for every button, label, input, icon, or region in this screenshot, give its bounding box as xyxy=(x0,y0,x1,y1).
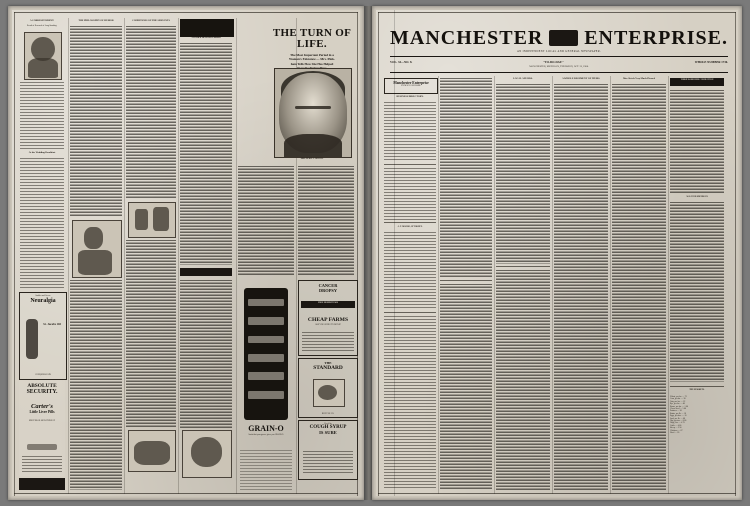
market-row: Lard, per lb. .... 08 xyxy=(670,417,685,420)
market-row: Clover seed .... 5 00 xyxy=(670,408,686,411)
masthead-place-date: MANCHESTER, MICHIGAN, THURSDAY, OCT. 25, 1900. xyxy=(529,65,589,68)
grain-o-package-illustration xyxy=(244,288,288,420)
left-col1-item-head: At the Wedding Breakfast xyxy=(28,151,56,154)
left-col1-head: A CORRESPONDENT. xyxy=(29,19,55,22)
masthead-vol: VOL. 34—NO. 8. xyxy=(390,60,413,64)
markets-head: THE MARKETS. xyxy=(689,389,705,391)
cough-syrup-ad[interactable] xyxy=(298,420,358,480)
masthead-tagline: AN INDEPENDENT LOCAL AND GENERAL NEWSPAPER. xyxy=(516,50,601,53)
left-page-sheet xyxy=(8,6,364,500)
feature-headline-block xyxy=(262,28,360,71)
neuralgia-ad-tagline: CONQUERS PAIN xyxy=(35,373,51,376)
market-row: Sheep .... 3 50 xyxy=(670,427,682,430)
market-row: Beans, per bu. .... 1 60 xyxy=(670,405,688,408)
market-row: Wool .... 20 xyxy=(670,432,680,435)
cancer-headline: CANCER xyxy=(318,283,338,288)
carters-ad[interactable] xyxy=(19,380,65,476)
masthead-slogan: "TO-DO-DAY." xyxy=(543,60,564,64)
masthead-volume-bar xyxy=(390,60,728,64)
neuralgia-ad-line1: Sudden and Severe xyxy=(35,295,51,297)
neuralgia-ad-title: Neuralgia xyxy=(30,298,56,305)
business-directory-head: BUSINESS DIRECTORY. xyxy=(396,95,424,98)
all-over-michigan-head: ALL OVER MICHIGAN xyxy=(686,196,708,198)
markets-table xyxy=(670,396,724,435)
carters-ad-product: Little Liver Pills xyxy=(29,410,55,414)
right-page-sheet xyxy=(372,6,742,500)
dropsy-headline: DROPSY xyxy=(318,288,338,293)
market-row: Chickens .... 07 xyxy=(670,429,683,432)
cheap-farms-sub: ARE YOU GOING TO MOVE? xyxy=(314,324,342,326)
masthead xyxy=(390,28,728,53)
free-homesteads-label: FREE HOMESTEADS xyxy=(318,302,338,304)
portrait-cut-man xyxy=(24,32,62,80)
market-row: Oats, per bu. .... 22 xyxy=(670,400,686,403)
standard-ad-company: BICYCLE CO. xyxy=(321,412,335,415)
col4-black-band xyxy=(180,268,232,276)
left-col4-caption: A TENDER HEARTED FARMER xyxy=(191,37,221,39)
cough-syrup-title: COUGH SYRUP xyxy=(309,425,347,431)
feature-deck: The Most Important Period in a Woman's Existence — Mrs. Pink- ham Tells How She Has Helped xyxy=(289,53,335,66)
patent-medicine-logo xyxy=(180,19,234,37)
carters-ad-brand: Carter's xyxy=(31,403,53,410)
hand-illustration-cut xyxy=(182,430,232,478)
mrs-ketch-head: Mrs. Ketch Very Much Pleased xyxy=(623,77,655,80)
neuralgia-ad[interactable] xyxy=(19,292,67,380)
standard-ad[interactable] xyxy=(298,358,358,418)
standard-ad-title: STANDARD xyxy=(313,365,343,371)
nameplate-sub: BY MAT. E. BLOSSER. xyxy=(401,85,421,87)
carters-ad-line1: ABSOLUTE xyxy=(27,383,57,389)
masthead-ornament xyxy=(549,30,578,46)
rural-scene-cut xyxy=(128,430,176,472)
market-row: Corn, per bu. .... 38 xyxy=(670,398,686,401)
cheap-farms-ad[interactable] xyxy=(298,280,358,356)
carters-ad-line2: SECURITY. xyxy=(26,389,58,395)
carters-ad-footer xyxy=(19,478,65,490)
feature-portrait-caption: MRS. MARY A. HOUGH. xyxy=(300,158,324,160)
masthead-title-left: MANCHESTER xyxy=(390,27,544,49)
market-row: Cattle .... 4 00 xyxy=(670,424,682,427)
feature-portrait xyxy=(274,68,352,158)
grain-o-tagline: Insist that your grocer gives you GRAIN-O xyxy=(248,434,284,436)
third-ward-banner-label: THIRD WARD DEM CONNECTION xyxy=(680,79,714,81)
left-col1-subhead: Result of Research of Long Standing. xyxy=(26,25,58,27)
carters-ad-signature-note: MUST BEAR SIGNATURE OF xyxy=(28,420,56,422)
market-row: Butter, per lb. .... 18 xyxy=(670,412,687,415)
masthead-title-right: ENTERPRISE. xyxy=(584,27,728,49)
left-col3-head: CONDITIONS OF THE SERVANTS xyxy=(132,19,170,22)
regiment-items-head: A WHOLE REGIMENT OF ITEMS. xyxy=(561,77,600,80)
cough-syrup-line1: It's all in xyxy=(324,423,332,425)
local-affairs-head: LOCAL AFFAIRS. xyxy=(513,77,533,80)
woman-at-table-cut xyxy=(72,220,122,278)
market-row: Hay, per ton .... 8 00 xyxy=(670,420,687,423)
cheap-farms-title: CHEAP FARMS xyxy=(307,317,349,323)
left-col2-head: THE PHILOSOPHY OF HUMOR xyxy=(78,19,114,22)
market-row: Eggs, per doz. .... 16 xyxy=(670,415,687,418)
store-interior-cut xyxy=(128,202,176,238)
cough-syrup-tag: IS SURE xyxy=(319,430,337,436)
nameplate-title: Manchester Enterprise xyxy=(393,81,429,85)
neuralgia-ad-product: St. Jacobs Oil xyxy=(43,322,61,326)
grain-o-title: GRAIN-O xyxy=(248,424,284,433)
left-page xyxy=(12,10,360,496)
nameplate-box xyxy=(384,78,438,94)
standard-ad-line1: THE xyxy=(324,361,332,365)
market-row: Rye, per bu. .... 48 xyxy=(670,403,685,406)
right-page xyxy=(376,10,738,496)
market-row: Hogs, live .... 4 75 xyxy=(670,422,685,425)
feature-headline: THE TURN OF LIFE. xyxy=(272,27,352,50)
market-row: Potatoes .... 30 xyxy=(670,410,682,413)
masthead-whole-number: WHOLE NUMBER 1736. xyxy=(694,60,728,64)
market-row: Wheat, per bu. .... 72 xyxy=(670,396,687,398)
attorney-listing-head: A. T. MOORE, ATTORNEY. xyxy=(397,226,423,228)
